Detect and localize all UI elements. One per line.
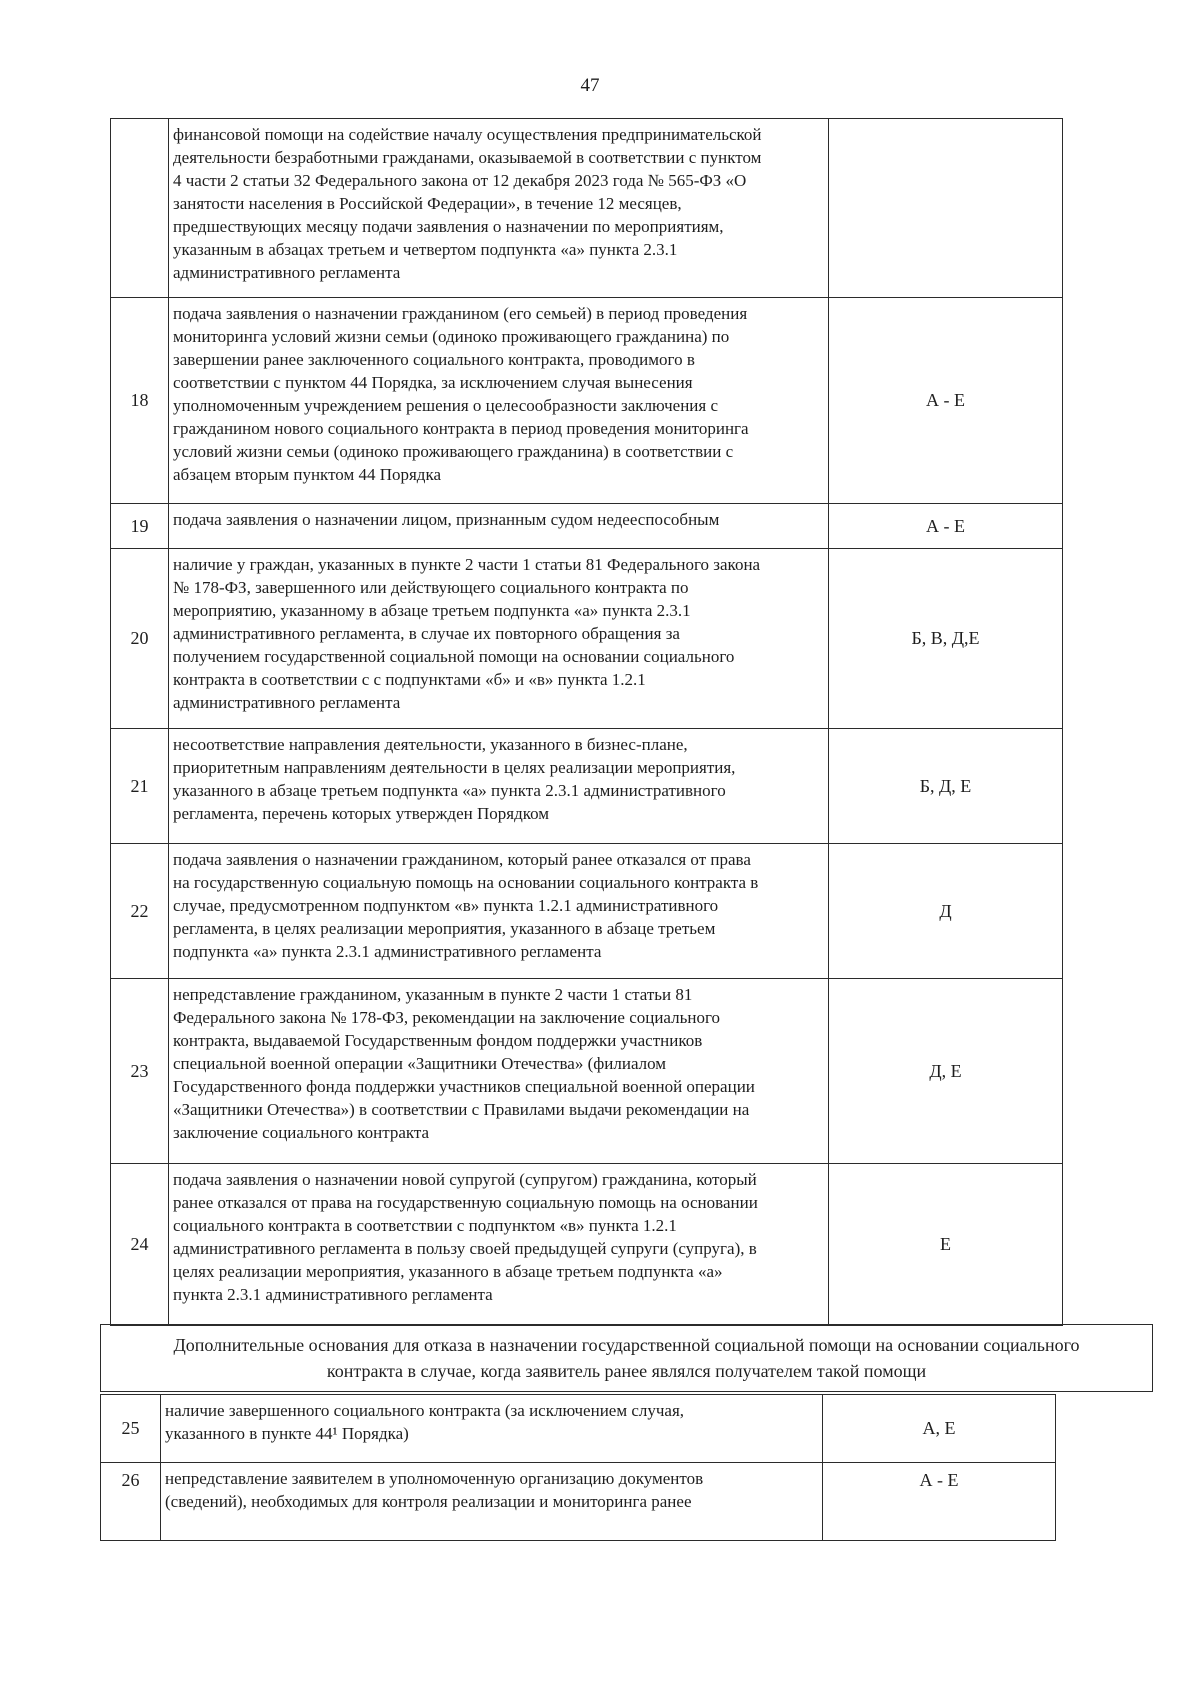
text-line: несоответствие направления деятельности, указанного в бизнес-плане, [173,735,688,754]
text-line: административного регламента, в случае их повторного обращения за [173,624,680,643]
text-line: приоритетным направлениям деятельности в целях реализации мероприятия, [173,758,736,777]
row-number: 22 [111,844,169,979]
row-number: 23 [111,979,169,1164]
additional-grounds-table [100,1394,1056,1541]
table-row [111,844,1063,979]
row-text [169,1164,829,1326]
row-codes: А - Е [829,504,1063,549]
row-number: 19 [111,504,169,549]
table-row [111,298,1063,504]
text-line: заключение социального контракта [173,1123,430,1142]
text-line: подача заявления о назначении гражданином (его семьей) в период проведения [173,304,748,323]
row-number: 18 [111,298,169,504]
row-number: 24 [111,1164,169,1326]
text-line: подпункта «а» пункта 2.3.1 административного регламента [173,942,602,961]
text-line: подача заявления о назначении лицом, признанным судом недееспособным [173,510,720,529]
text-line: случае, предусмотренном подпунктом «в» пункта 1.2.1 административного [173,896,719,915]
text-line: пункта 2.3.1 административного регламента [173,1285,493,1304]
row-number: 20 [111,549,169,729]
text-line: указанного в абзаце третьем подпункта «а» пункта 2.3.1 административного [173,781,726,800]
heading-line: контракта в случае, когда заявитель ранее являлся получателем такой помощи [326,1361,927,1381]
text-line: контракта, выдаваемой Государственным фондом поддержки участников [173,1031,703,1050]
text-line: Государственного фонда поддержки участников специальной военной операции [173,1077,755,1096]
row-number [111,119,169,298]
table-row [111,729,1063,844]
text-line: условий жизни семьи (одиноко проживающего гражданина) в соответствии с [173,442,734,461]
text-line: наличие завершенного социального контракта (за исключением случая, [165,1401,685,1420]
text-line: непредставление заявителем в уполномоченную организацию документов [165,1469,704,1488]
text-line: регламента, в целях реализации мероприятия, указанного в абзаце третьем [173,919,716,938]
table-row [111,549,1063,729]
text-line: на государственную социальную помощь на основании социального контракта в [173,873,759,892]
table-row [101,1395,1056,1463]
text-line: абзацем вторым пунктом 44 Порядка [173,465,442,484]
grounds-table [110,118,1063,1326]
text-line: мероприятию, указанному в абзаце третьем подпункта «а» пункта 2.3.1 [173,601,691,620]
text-line: предшествующих месяцу подачи заявления о назначении по мероприятиям, [173,217,724,236]
text-line: социального контракта в соответствии с подпунктом «в» пункта 1.2.1 [173,1216,677,1235]
text-line: непредставление гражданином, указанным в пункте 2 части 1 статьи 81 [173,985,693,1004]
text-line: ранее отказался от права на государственную социальную помощь на основании [173,1193,758,1212]
page-number: 47 [580,75,600,96]
text-line: административного регламента в пользу своей предыдущей супруги (супруга), в [173,1239,757,1258]
row-text [169,549,829,729]
text-line: завершении ранее заключенного социального контракта, проводимого в [173,350,695,369]
text-line: 4 части 2 статьи 32 Федерального закона от 12 декабря 2023 года № 565-ФЗ «О [173,171,747,190]
row-text [169,504,829,549]
row-codes: Б, Д, Е [829,729,1063,844]
row-text [169,979,829,1164]
table-row [111,979,1063,1164]
row-number: 26 [101,1463,161,1541]
row-text [169,844,829,979]
text-line: регламента, перечень которых утвержден Порядком [173,804,550,823]
row-codes: Е [829,1164,1063,1326]
text-line: (сведений), необходимых для контроля реализации и мониторинга ранее [165,1492,692,1511]
text-line: мониторинга условий жизни семьи (одиноко проживающего гражданина) по [173,327,730,346]
text-line: административного регламента [173,693,401,712]
text-line: специальной военной операции «Защитники Отечества» (филиалом [173,1054,667,1073]
text-line: указанного в пункте 44¹ Порядка) [165,1424,409,1443]
text-line: административного регламента [173,263,401,282]
text-line: деятельности безработными гражданами, оказываемой в соответствии с пунктом [173,148,762,167]
text-line: контракта в соответствии с с подпунктами «б» и «в» пункта 1.2.1 [173,670,646,689]
table-row [111,504,1063,549]
text-line: гражданином нового социального контракта в период проведения мониторинга [173,419,749,438]
row-number: 25 [101,1395,161,1463]
table-row [101,1463,1056,1541]
row-text [169,119,829,298]
row-codes: А - Е [829,298,1063,504]
row-codes: Д [829,844,1063,979]
text-line: Федерального закона № 178-ФЗ, рекомендации на заключение социального [173,1008,721,1027]
text-line: целях реализации мероприятия, указанного в абзаце третьем подпункта «а» [173,1262,723,1281]
text-line: указанным в абзацах третьем и четвертом подпункта «а» пункта 2.3.1 [173,240,678,259]
row-codes [829,119,1063,298]
text-line: финансовой помощи на содействие началу осуществления предпринимательской [173,125,762,144]
text-line: уполномоченным учреждением решения о целесообразности заключения с [173,396,719,415]
section-heading [100,1324,1153,1392]
text-line: соответствии с пунктом 44 Порядка, за исключением случая вынесения [173,373,693,392]
text-line: занятости населения в Российской Федерации», в течение 12 месяцев, [173,194,682,213]
row-codes: Д, Е [829,979,1063,1164]
text-line: подача заявления о назначении новой супругой (супругом) гражданина, который [173,1170,757,1189]
row-text [161,1463,823,1541]
row-codes: А, Е [823,1395,1056,1463]
text-line: наличие у граждан, указанных в пункте 2 части 1 статьи 81 Федерального закона [173,555,761,574]
row-text [169,729,829,844]
table-row [111,119,1063,298]
text-line: получением государственной социальной помощи на основании социального [173,647,735,666]
text-line: «Защитники Отечества») в соответствии с Правилами выдачи рекомендации на [173,1100,750,1119]
row-number: 21 [111,729,169,844]
row-codes: Б, В, Д,Е [829,549,1063,729]
row-text [169,298,829,504]
text-line: подача заявления о назначении гражданином, который ранее отказался от права [173,850,751,869]
row-text [161,1395,823,1463]
text-line: № 178-ФЗ, завершенного или действующего социального контракта по [173,578,689,597]
heading-line: Дополнительные основания для отказа в назначении государственной социальной помощи на основании социального [173,1335,1080,1355]
table-row [111,1164,1063,1326]
row-codes: А - Е [823,1463,1056,1541]
